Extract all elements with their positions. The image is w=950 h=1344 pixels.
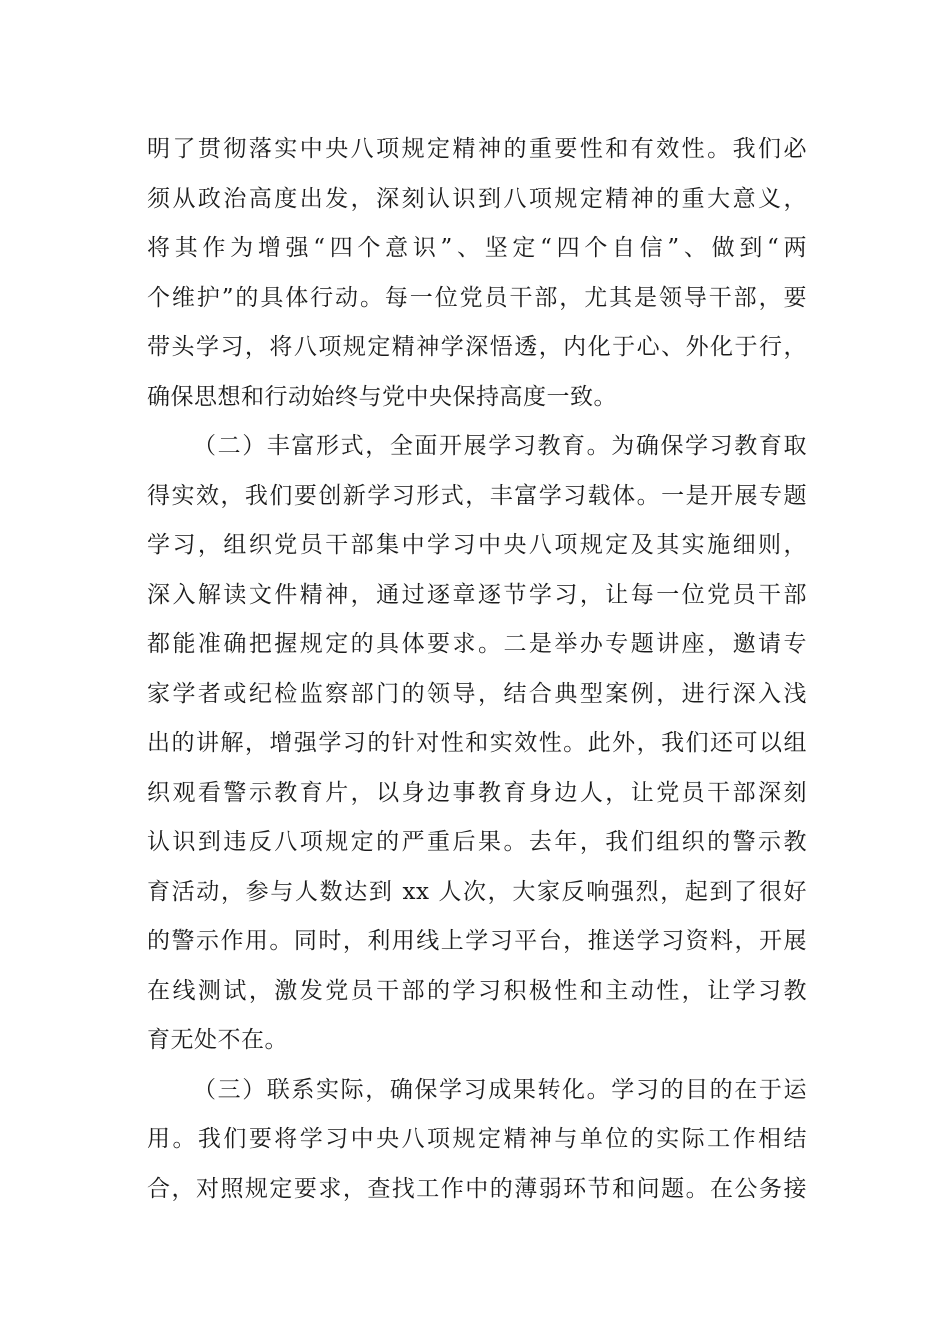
text-line: 家学者或纪检监察部门的领导，结合典型案例，进行深入浅 — [147, 680, 807, 707]
text-line: 织观看警示教育片，以身边事教育身边人，让党员干部深刻 — [147, 779, 807, 806]
text-line: 育活动，参与人数达到 xx 人次，大家反响强烈，起到了很好 — [147, 878, 807, 905]
text-line: 认识到违反八项规定的严重后果。去年，我们组织的警示教 — [147, 829, 807, 855]
text-line: 深入解读文件精神，通过逐章逐节学习，让每一位党员干部 — [147, 581, 807, 608]
text-line: 将其作为增强“四个意识”、坚定“四个自信”、做到“两 — [147, 235, 807, 261]
text-line: 学习，组织党员干部集中学习中央八项规定及其实施细则， — [147, 532, 807, 558]
text-line: 得实效，我们要创新学习形式，丰富学习载体。一是开展专题 — [147, 482, 807, 509]
document-body — [147, 125, 807, 1214]
text-line: （三）联系实际，确保学习成果转化。学习的目的在于运 — [193, 1076, 807, 1103]
text-line: 明了贯彻落实中央八项规定精神的重要性和有效性。我们必 — [147, 136, 807, 162]
text-line: 都能准确把握规定的具体要求。二是举办专题讲座，邀请专 — [147, 631, 807, 657]
text-line: 带头学习，将八项规定精神学深悟透，内化于心、外化于行， — [147, 334, 807, 360]
text-line: 用。我们要将学习中央八项规定精神与单位的实际工作相结 — [147, 1126, 807, 1152]
text-line: 出的讲解，增强学习的针对性和实效性。此外，我们还可以组 — [147, 730, 807, 756]
text-line: 的警示作用。同时，利用线上学习平台，推送学习资料，开展 — [147, 928, 807, 954]
text-line: 确保思想和行动始终与党中央保持高度一致。 — [147, 383, 617, 410]
paragraph — [147, 1066, 807, 1215]
text-line: 育无处不在。 — [147, 1027, 288, 1053]
text-line: 合，对照规定要求，查找工作中的薄弱环节和问题。在公务接 — [147, 1175, 807, 1202]
text-line: 须从政治高度出发，深刻认识到八项规定精神的重大意义， — [147, 185, 807, 212]
text-line: 在线测试，激发党员干部的学习积极性和主动性，让学习教 — [147, 977, 807, 1004]
text-line: 个维护”的具体行动。每一位党员干部，尤其是领导干部，要 — [147, 284, 807, 311]
text-line: （二）丰富形式，全面开展学习教育。为确保学习教育取 — [193, 433, 807, 459]
paragraph — [147, 125, 807, 422]
paragraph — [147, 422, 807, 1066]
